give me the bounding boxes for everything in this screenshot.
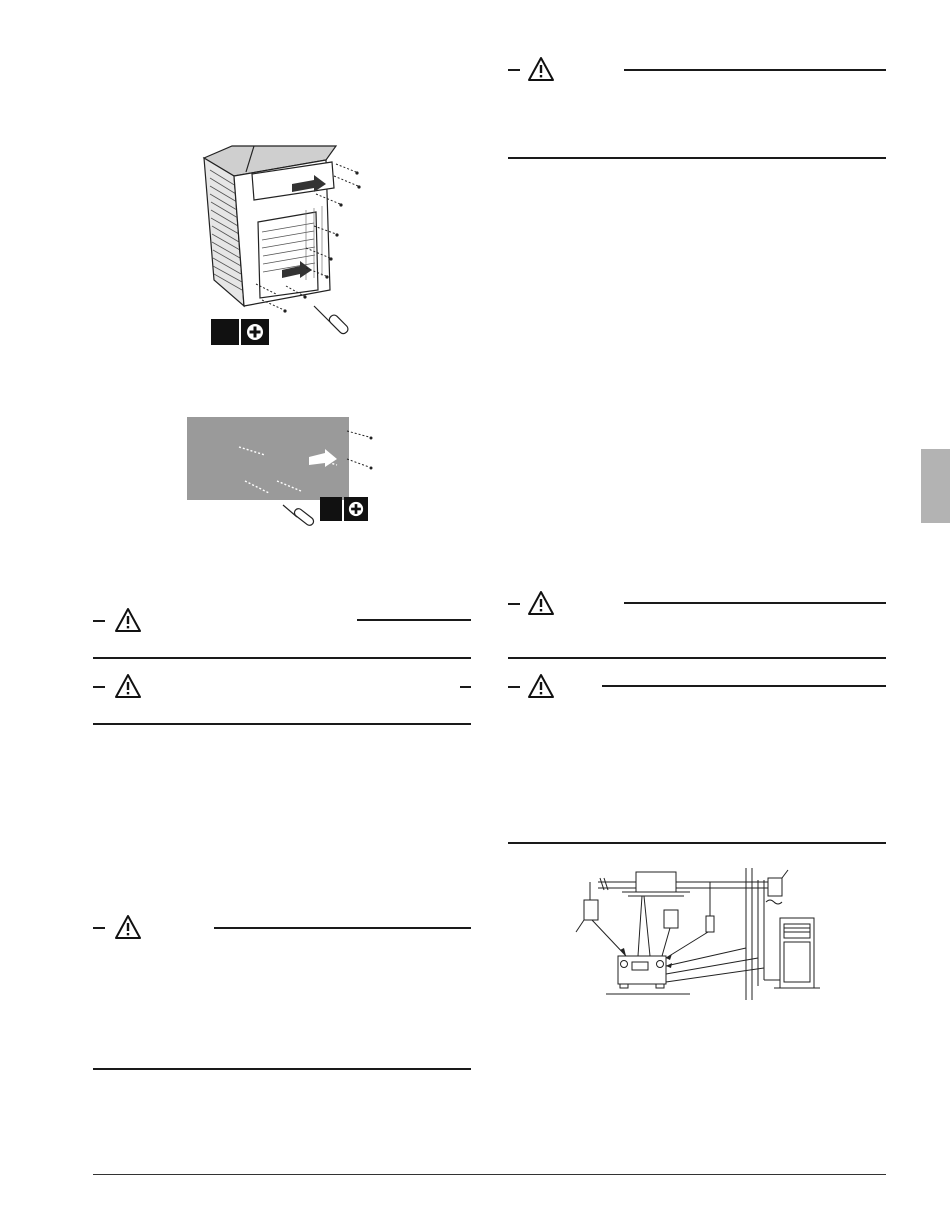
warning-dash xyxy=(93,927,105,929)
warning-end-rule xyxy=(93,1068,471,1070)
warning-header-rule xyxy=(357,619,471,621)
warning-triangle-icon xyxy=(527,673,555,699)
phillips-screwdriver-icon xyxy=(344,497,368,521)
system-wiring-diagram xyxy=(570,862,830,1002)
warning-triangle-icon xyxy=(527,56,555,82)
warning-header-rule xyxy=(624,602,886,604)
section-tab xyxy=(921,449,950,523)
warning-triangle-icon xyxy=(114,607,142,633)
warning-end-rule xyxy=(93,723,471,725)
warning-end-rule xyxy=(93,657,471,659)
warning-dash xyxy=(508,686,520,688)
warning-dash xyxy=(93,686,105,688)
warning-dash xyxy=(508,603,520,605)
warning-dash xyxy=(508,69,520,71)
warning-header-rule xyxy=(602,685,886,687)
screwdriver-badge xyxy=(211,319,269,345)
warning-header-rule xyxy=(624,69,886,71)
screwdriver-badge-2 xyxy=(320,497,368,521)
warning-triangle-icon xyxy=(527,590,555,616)
warning-header-rule xyxy=(214,927,471,929)
warning-triangle-icon xyxy=(114,914,142,940)
badge-black-block xyxy=(211,319,239,345)
warning-triangle-icon xyxy=(114,673,142,699)
footer-rule xyxy=(93,1174,886,1175)
warning-dash xyxy=(93,620,105,622)
badge-black-block xyxy=(320,497,342,521)
warning-end-rule xyxy=(508,842,886,844)
warning-header-rule xyxy=(460,686,471,688)
warning-end-rule xyxy=(508,157,886,159)
phillips-screwdriver-icon xyxy=(241,319,269,345)
warning-end-rule xyxy=(508,657,886,659)
